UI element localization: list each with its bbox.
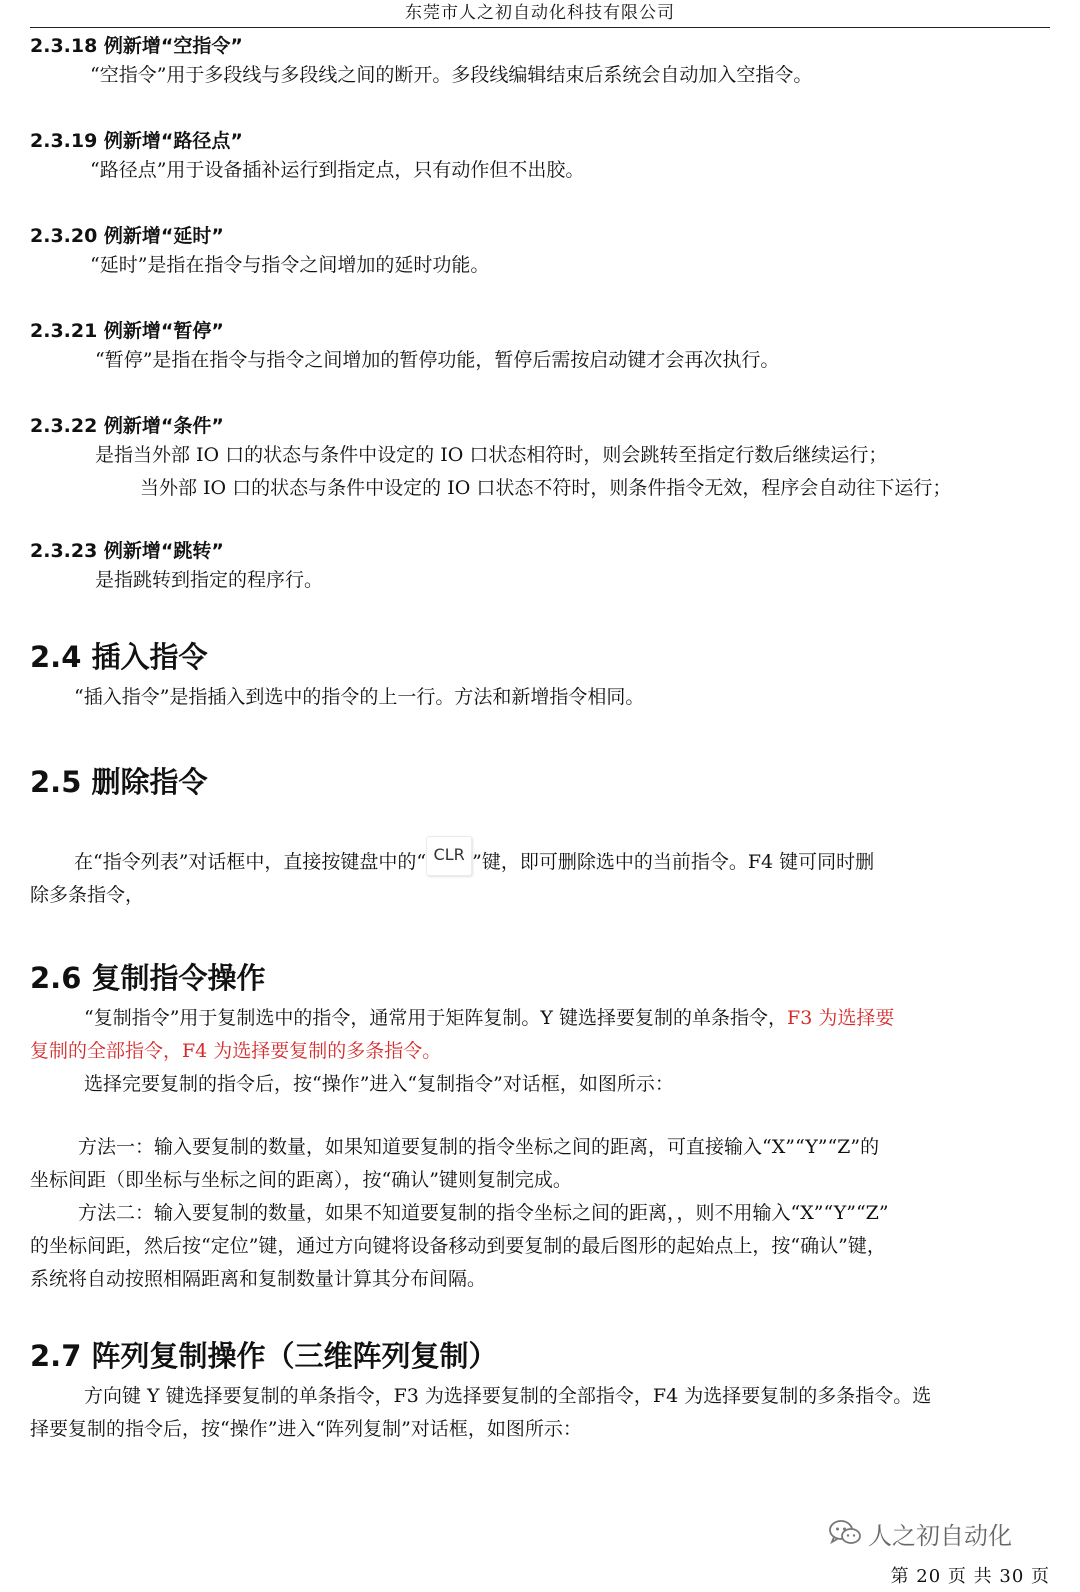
section-2-3-21-title: 2.3.21 例新增“暂停” (30, 320, 224, 342)
section-2-5-title: 2.5 删除指令 (30, 765, 208, 799)
section-2-4-body: “插入指令”是指插入到选中的指令的上一行。方法和新增指令相同。 (74, 686, 645, 708)
section-2-6-para1-text: “复制指令”用于复制选中的指令，通常用于矩阵复制。Y 键选择要复制的单条指令， (84, 1007, 788, 1029)
method-one-line1: 方法一：输入要复制的数量，如果知道要复制的指令坐标之间的距离，可直接输入“X”“Y”“Z”的 (78, 1136, 880, 1158)
section-2-6-title: 2.6 复制指令操作 (30, 961, 266, 995)
section-2-3-23-body: 是指跳转到指定的程序行。 (95, 569, 324, 591)
section-2-6-para2: 选择完要复制的指令后，按“操作”进入“复制指令”对话框，如图所示： (84, 1073, 674, 1095)
section-2-3-23-title: 2.3.23 例新增“跳转” (30, 540, 224, 562)
page-number: 第 20 页 共 30 页 (890, 1566, 1050, 1587)
section-2-3-22-title: 2.3.22 例新增“条件” (30, 415, 224, 437)
watermark-text: 人之初自动化 (868, 1521, 1012, 1550)
section-2-3-19-body: “路径点”用于设备插补运行到指定点，只有动作但不出胶。 (90, 159, 585, 181)
page-header (30, 0, 1050, 28)
section-2-5-body-pre: 在“指令列表”对话框中，直接按键盘中的“ (74, 851, 427, 873)
section-2-4-title: 2.4 插入指令 (30, 640, 208, 674)
section-2-3-20-body: “延时”是指在指令与指令之间增加的延时功能。 (90, 254, 490, 276)
section-2-5-body-post: ”键，即可删除选中的当前指令。F4 键可同时删 (472, 851, 875, 873)
section-2-6-para1-line1 (30, 1002, 1052, 1035)
section-2-7-body-line2: 择要复制的指令后，按“操作”进入“阵列复制”对话框，如图所示： (30, 1418, 582, 1440)
method-two-line1: 方法二：输入要复制的数量，如果不知道要复制的指令坐标之间的距离，，则不用输入“X”“Y”“Z” (78, 1202, 889, 1224)
method-two-line2: 的坐标间距，然后按“定位”键，通过方向键将设备移动到要复制的最后图形的起始点上，按“确认”键， (30, 1235, 886, 1257)
section-2-6-para1-highlight-a: F3 为选择要 (787, 1007, 895, 1029)
method-two-line3: 系统将自动按照相隔距离和复制数量计算其分布间隔。 (30, 1268, 487, 1290)
section-2-5-body-line1 (30, 836, 1052, 879)
section-2-3-18-title: 2.3.18 例新增“空指令” (30, 35, 243, 57)
section-2-3-20-title: 2.3.20 例新增“延时” (30, 225, 224, 247)
section-2-3-19-title: 2.3.19 例新增“路径点” (30, 130, 243, 152)
section-2-3-21-body: “暂停”是指在指令与指令之间增加的暂停功能，暂停后需按启动键才会再次执行。 (95, 349, 780, 371)
section-2-3-18-body: “空指令”用于多段线与多段线之间的断开。多段线编辑结束后系统会自动加入空指令。 (90, 64, 813, 86)
clr-key-icon: CLR (426, 836, 472, 876)
company-name: 东莞市人之初自动化科技有限公司 (405, 3, 675, 23)
section-2-3-22-body-line2: 当外部 IO 口的状态与条件中设定的 IO 口状态不符时，则条件指令无效，程序会自动往下运行； (140, 477, 952, 499)
wechat-icon (828, 1519, 862, 1547)
section-2-5-body-line2: 除多条指令， (30, 884, 145, 906)
section-2-7-body-line1: 方向键 Y 键选择要复制的单条指令，F3 为选择要复制的全部指令，F4 为选择要复制的多条指令。选 (84, 1385, 932, 1407)
section-2-3-22-body-line1: 是指当外部 IO 口的状态与条件中设定的 IO 口状态相符时，则会跳转至指定行数后继续运行； (95, 444, 888, 466)
method-one-line2: 坐标间距（即坐标与坐标之间的距离），按“确认”键则复制完成。 (30, 1169, 572, 1191)
section-2-6-para1-highlight-b: 复制的全部指令，F4 为选择要复制的多条指令。 (30, 1040, 442, 1062)
document-body (30, 30, 1052, 1446)
section-2-7-title: 2.7 阵列复制操作（三维阵列复制） (30, 1339, 498, 1373)
watermark (828, 1514, 1012, 1552)
